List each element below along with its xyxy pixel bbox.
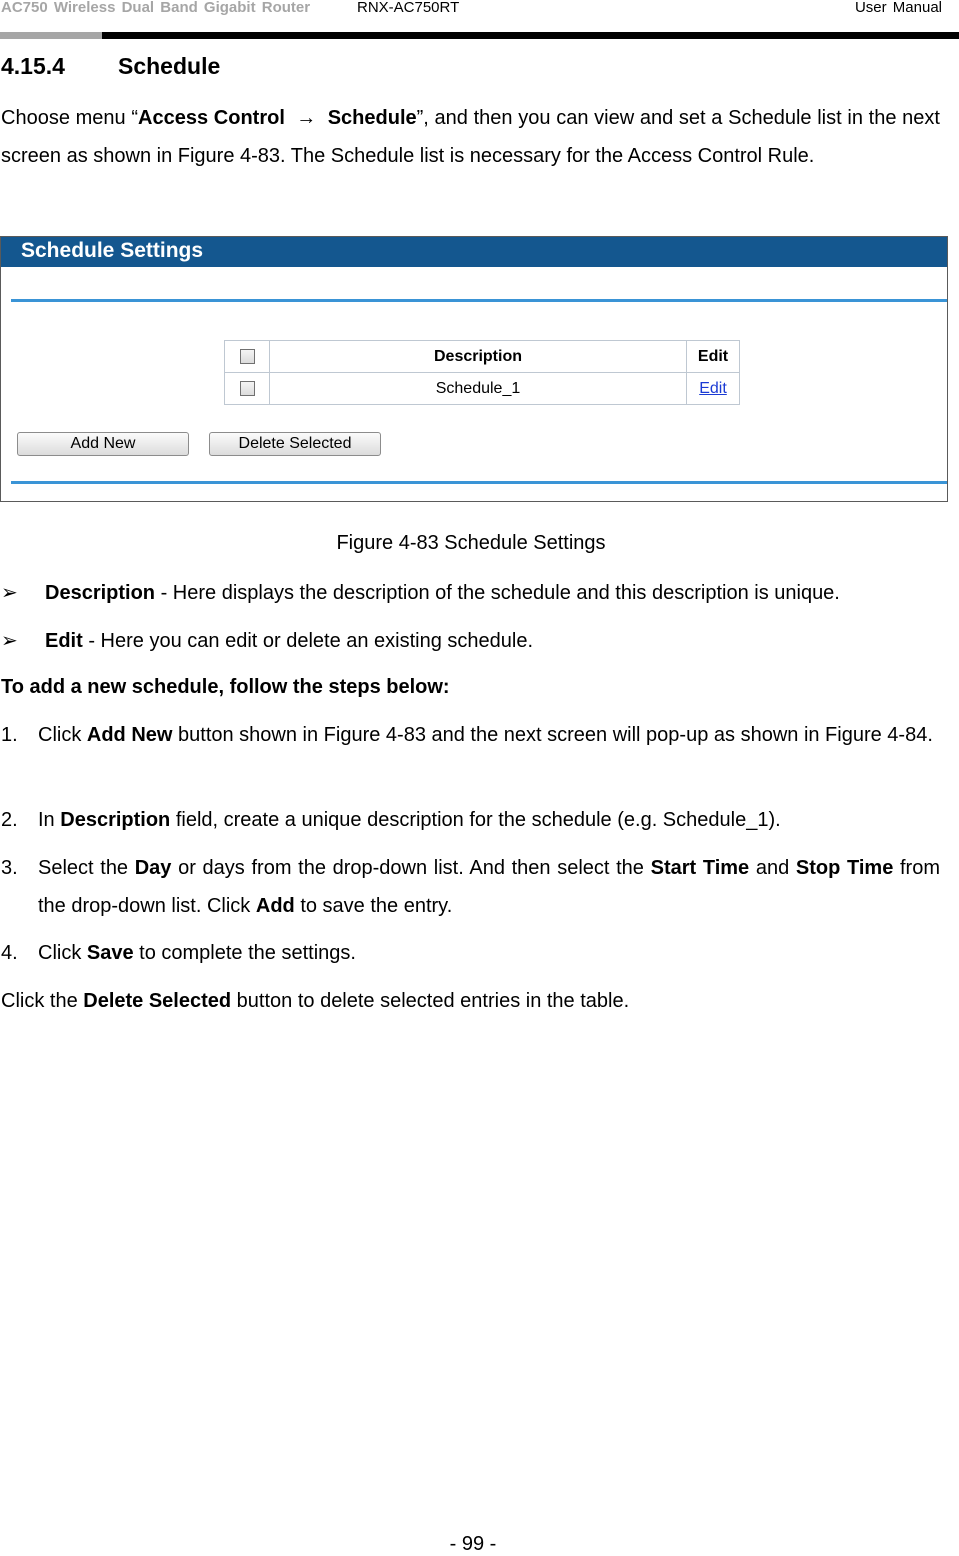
closing-bold: Delete Selected (83, 990, 232, 1012)
steps-heading: To add a new schedule, follow the steps below: (1, 676, 450, 698)
section-title: Schedule (118, 53, 221, 79)
figure-divider-bottom (11, 481, 947, 484)
row-checkbox[interactable] (240, 381, 255, 396)
bullet-term: Edit (45, 630, 83, 652)
column-header-edit: Edit (687, 341, 740, 373)
step-bold: Stop Time (795, 857, 894, 879)
closing-paragraph (1, 983, 629, 1021)
intro-menu-schedule: Schedule (327, 107, 417, 129)
step-bold: Add (255, 894, 295, 917)
step-text-part: from the drop-down list. Click (38, 857, 940, 917)
section-heading (1, 53, 220, 80)
delete-selected-button[interactable]: Delete Selected (209, 432, 381, 456)
header-rule-gray (0, 32, 102, 39)
schedule-table (224, 340, 740, 405)
intro-paragraph (1, 100, 940, 175)
table-row (225, 373, 740, 405)
step-text (38, 935, 940, 973)
select-all-checkbox[interactable] (240, 349, 255, 364)
header-rule-black (102, 32, 959, 39)
table-header-row (225, 341, 740, 373)
step-text-part: to complete the settings. (133, 942, 356, 964)
bullet-arrow-icon: ➢ (1, 630, 18, 652)
closing-text-1: Click the (1, 990, 84, 1012)
bullet-edit (1, 628, 533, 653)
page-number: - 99 - (449, 1533, 497, 1555)
step-text-part: or days from the drop-down list. And then select the (171, 857, 651, 879)
header-manual: User Manual (854, 0, 942, 16)
section-number: 4.15.4 (1, 53, 65, 79)
step-2 (1, 802, 940, 840)
step-number: 1. (1, 724, 18, 746)
step-text-part: button shown in Figure 4-83 and the next screen will pop-up as shown in Figure 4-84. (172, 724, 933, 746)
bullet-text: - Here you can edit or delete an existing schedule. (82, 630, 534, 652)
row-description: Schedule_1 (270, 373, 687, 405)
menu-arrow (285, 107, 328, 129)
arrow-icon: → (296, 107, 317, 129)
step-number: 2. (1, 809, 18, 831)
step-text (38, 802, 940, 840)
header-model: RNX-AC750RT (357, 0, 460, 16)
row-edit-cell (687, 373, 740, 405)
page-header (0, 0, 959, 40)
step-text (38, 717, 940, 755)
schedule-settings-figure (0, 236, 948, 502)
step-text (38, 850, 940, 925)
bullet-description (1, 580, 840, 605)
column-header-description: Description (270, 341, 687, 373)
step-bold: Start Time (650, 857, 750, 879)
step-text-part: In (38, 809, 61, 831)
add-new-button[interactable]: Add New (17, 432, 189, 456)
step-text-part: to save the entry. (294, 894, 453, 917)
step-text-part: Select the (38, 857, 135, 879)
intro-menu-access-control: Access Control (138, 107, 285, 129)
figure-divider-top (11, 299, 947, 302)
intro-text-1: Choose menu “ (1, 107, 139, 129)
intro-text-2: ”, and then you can view and set a Schedule list in the next screen as shown in Figure 4-83. The Schedule list is necessary for the Access Control Rule. (1, 107, 940, 167)
figure-title: Schedule Settings (21, 239, 204, 262)
step-1 (1, 717, 940, 755)
step-bold: Save (86, 942, 134, 964)
step-3 (1, 850, 940, 925)
row-checkbox-cell (225, 373, 270, 405)
step-bold: Description (60, 809, 171, 831)
header-product: AC750 Wireless Dual Band Gigabit Router (1, 0, 311, 16)
edit-link[interactable]: Edit (699, 379, 727, 397)
step-text-part: Click (38, 724, 87, 746)
step-text-part: field, create a unique description for the schedule (e.g. Schedule_1). (170, 809, 781, 831)
bullet-term: Description (45, 582, 156, 604)
bullet-arrow-icon: ➢ (1, 582, 18, 604)
step-4 (1, 935, 940, 973)
bullet-text: - Here displays the description of the schedule and this description is unique. (155, 582, 840, 604)
closing-text-2: button to delete selected entries in the table. (231, 990, 630, 1012)
step-text-part: and (749, 857, 796, 879)
step-bold: Add New (86, 724, 173, 746)
step-bold: Day (134, 857, 172, 879)
figure-caption: Figure 4-83 Schedule Settings (336, 532, 606, 554)
step-number: 4. (1, 942, 18, 964)
figure-title-bar (1, 237, 947, 267)
step-text-part: Click (38, 942, 87, 964)
step-number: 3. (1, 857, 18, 879)
header-checkbox-cell (225, 341, 270, 373)
